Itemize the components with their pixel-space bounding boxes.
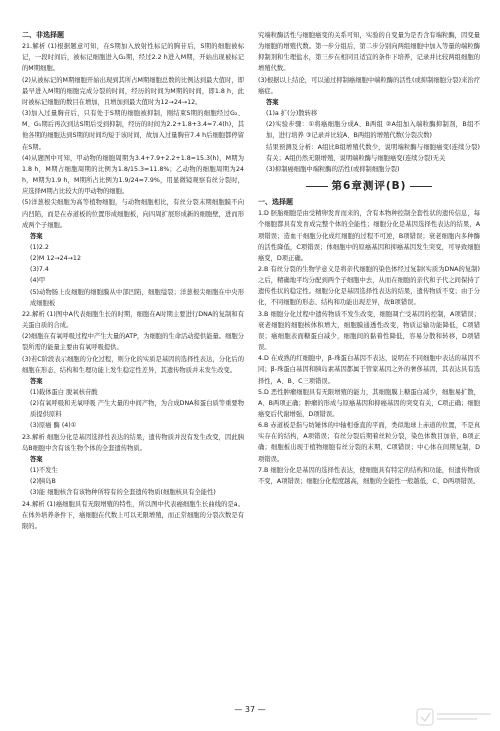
q21-paragraph: (2)从被标记的M期细胞开始出现到其所占M期细胞总数的比例达到最大值时，即最早进入M期的细胞完成分裂的时间，经历的时间为M期的时间，即1.8 h，此时被标记细胞的数目在增加，且增加到最大值时为12→24→12。 bbox=[22, 76, 244, 106]
heading-rule-left bbox=[306, 186, 328, 187]
answer-label: 答案 bbox=[30, 455, 43, 463]
left-column bbox=[22, 30, 244, 698]
answer-line: (2)胰岛B bbox=[30, 478, 56, 486]
q21-paragraph: (5)洋葱根尖细胞为高等植物细胞，与动物细胞相比，有丝分裂末期细胞膜不向内凹陷，而是在赤道板的位置形成细胞板，向四周扩展形成新的细胞壁，进而形成两个子细胞。 bbox=[22, 199, 244, 229]
answer-label: 答案 bbox=[266, 98, 279, 106]
answer-line: 结果预测及分析：A组比B组增殖代数少，说明端粒酶与细胞癌变(连续分裂)有关；A组仍然无限增殖，说明端粒酶与细胞癌变(连续分裂)无关 bbox=[266, 143, 480, 162]
q24-paragraph: 究端粒酶活性与细胞癌变的关系可知，实验的自变量为是否含有端粒酶，因变量为细胞的增殖代数。第一步分组后，第二步分别向两组细胞中加入等量的端粒酶抑制剂和生理盐水，第三步在相同且适宜的条件下培养，记录并比较两组细胞的增殖代数。 bbox=[258, 32, 480, 73]
q22-paragraph: 22.解析 (1)图中A代表细胞生长的时期，细胞在A时期主要进行DNA的复制和有关蛋白质的合成。 bbox=[22, 310, 244, 330]
answer-line: (1)不发生 bbox=[30, 467, 58, 475]
answer-line: (1)载体蛋白 脱氧核苷酸 bbox=[30, 389, 98, 396]
answer-line: (3)原癌 酶 (4)① bbox=[30, 422, 77, 430]
section-heading: 二、非选择题 bbox=[22, 31, 64, 39]
answer-line: (2)实验步骤：①将癌细胞分成A、B两组 ②A组加入端粒酶抑制剂，B组不加，进行培养 ③记录并比较A、B两组的增殖代数(分裂次数) bbox=[266, 121, 480, 140]
answer-line: (3)抑制癌细胞中端粒酶的活性(或抑制细胞分裂) bbox=[266, 165, 400, 173]
answer-label: 答案 bbox=[30, 377, 43, 385]
answer-line: (1)2.2 bbox=[30, 243, 49, 251]
chapter-title: 第6章测评(B) bbox=[331, 180, 407, 193]
q21-paragraph: (3)加入过量胸苷后，只有处于S期的细胞被抑制，刚结束S期的细胞经过G₂、M、G₁期后再次到达S期后受到抑制，经历的时间为2.2+1.8+3.4=7.4(h)，其他各期的细胞达到S期的时间均短于该时间，故加入过量胸苷7.4 h后细胞都停留在S期。 bbox=[22, 110, 244, 151]
mcq-explanation: 5.D 恶性肿瘤细胞具有无限增殖的能力，其细胞膜上糖蛋白减少，细胞易扩散，A、B两项正确；肿瘤的形成与原癌基因和抑癌基因的突变有关，C项正确；细胞癌变后代谢增强，D项错误。 bbox=[258, 388, 480, 418]
mcq-explanation: 2.B 有丝分裂的生物学意义是将亲代细胞的染色体经过复制(实质为DNA的复制)之后，精确地平均分配到两个子细胞中去，从而在细胞的亲代和子代之间保持了遗传性状的稳定性。细胞分化是基因选择性表达的结果，遗传物质不变；由于分化，不同细胞的形态、结构和功能出现差异，故B项错误。 bbox=[258, 265, 480, 307]
answer-label: 答案 bbox=[30, 232, 43, 240]
mcq-explanation: 6.B 赤道板是指与纺锤体的中轴相垂直的平面，类似地球上赤道的位置，不是真实存在的结构，A项错误；有丝分裂后期着丝粒分裂，染色体数目加倍，B项正确；细胞板出现于植物细胞有丝分裂的末期，C项错误；中心体在间期复制，D项错误。 bbox=[258, 422, 480, 463]
answer-line: (3)7.4 bbox=[30, 266, 49, 274]
q23-paragraph: 23.解析 细胞分化是基因选择性表达的结果，遗传物质并没有发生改变，因此胰岛B细胞中含有该生物个体的全套遗传物质。 bbox=[22, 433, 244, 452]
q22-paragraph: (2)细胞在有氧呼吸过程中产生大量的ATP，为细胞的生命活动提供能量。细胞分裂所需的能量主要由有氧呼吸提供。 bbox=[22, 333, 244, 352]
q21-paragraph: 21.解析 (1)根据题意可知，在S期加入放射性标记的胸苷后，S期的细胞被标记，一段时间后，被标记细胞进入G₂期，经过2.2 h进入M期，开始出现被标记的M期细胞。 bbox=[22, 43, 244, 73]
mcq-explanation: 7.B 细胞分化是基因的选择性表达，使细胞具有特定的结构和功能，但遗传物质不变，A项错误；细胞分化程度越高，细胞的全能性一般越低，C、D两项错误。 bbox=[258, 466, 480, 485]
heading-rule-right bbox=[410, 186, 432, 187]
answer-line: (5)动物肠上皮细胞的细胞膜从中部凹陷，细胞缢裂；洋葱根尖细胞在中央形成细胞板 bbox=[30, 288, 244, 307]
q22-paragraph: (3)若C阶段表示细胞的分化过程，则分化的实质是基因的选择性表达，分化后的细胞在形态、结构和生理功能上发生稳定性差异，其遗传物质并未发生改变。 bbox=[22, 355, 244, 374]
watermark-logo bbox=[416, 707, 494, 727]
q21-answers bbox=[22, 231, 244, 242]
answer-line: (2)M 12→24→12 bbox=[30, 255, 81, 263]
answer-line: (1)a 扩(分)散转移 bbox=[266, 110, 318, 118]
page-number: — 37 — bbox=[234, 705, 266, 714]
q23-answers bbox=[22, 454, 244, 465]
answer-line: (3)能 细胞核含有该物种所特有的全套遗传物质(细胞核具有全能性) bbox=[30, 489, 216, 497]
mcq-explanation: 4.D 在成熟的红细胞中，β-珠蛋白基因不表达，说明在不同细胞中表达的基因不同；β-珠蛋白基因和胰岛素基因都属于管家基因之外的奢侈基因，其表达具有选择性，A、B、C三项错误。 bbox=[258, 355, 480, 385]
section-heading: 一、选择题 bbox=[258, 198, 293, 207]
q21-paragraph: (4)从题图中可知，甲动物的细胞周期为3.4+7.9+2.2+1.8=15.3(h)，M期为1.8 h，M期占细胞周期的比例为1.8/15.3≈11.8%；乙动物的细胞周期为24 h，M期为1.9 h，M期所占比例为1.9/24≈7.9%，用显微镜观察有丝分裂时，应选择M期占比较大的甲动物的细胞。 bbox=[22, 154, 244, 196]
q24-paragraph: 24.解析 (1)癌细胞具有无限增殖的特性，所以图中代表癌细胞生长曲线的是a。在体外培养条件下，癌细胞在代数上可以无限增殖，而正常细胞的分裂次数是有限的。 bbox=[22, 500, 244, 530]
chapter-heading bbox=[258, 179, 480, 193]
right-column bbox=[258, 30, 480, 698]
mcq-explanation: 1.D 胚胎细胞是由受精卵发育而来的，含有本物种控制全套性状的遗传信息，每个细胞都具有发育成完整个体的全能性；细胞分化是基因选择性表达的结果，A项错误；造血干细胞分化成红细胞的过程不可逆，B项错误；衰老细胞内多种酶的活性降低，C项错误；体细胞中的原癌基因和抑癌基因发生突变，可导致细胞癌变，D项正确。 bbox=[258, 210, 480, 262]
mcq-explanation: 3.B 细胞分化过程中遗传物质不发生改变，细胞凋亡受基因的控制，A项错误；衰老细胞的细胞核体积增大，细胞膜通透性改变，物质运输功能降低，C项错误；癌细胞表面糖蛋白减少，细胞间的黏着性降低，容易分散和转移，D项错误。 bbox=[258, 310, 480, 352]
q24-answers bbox=[258, 97, 480, 108]
answer-line: (2)有氧呼吸和无氧呼吸 产生大量的中间产物，为合成DNA和蛋白质等重要物质提供原料 bbox=[30, 400, 244, 419]
q22-answers bbox=[22, 376, 244, 387]
answer-line: (4)甲 bbox=[30, 277, 46, 285]
q24-paragraph: (3)根据以上结论，可以通过抑制癌细胞中端粒酶的活性(或抑制细胞分裂)来治疗癌症。 bbox=[258, 76, 480, 95]
